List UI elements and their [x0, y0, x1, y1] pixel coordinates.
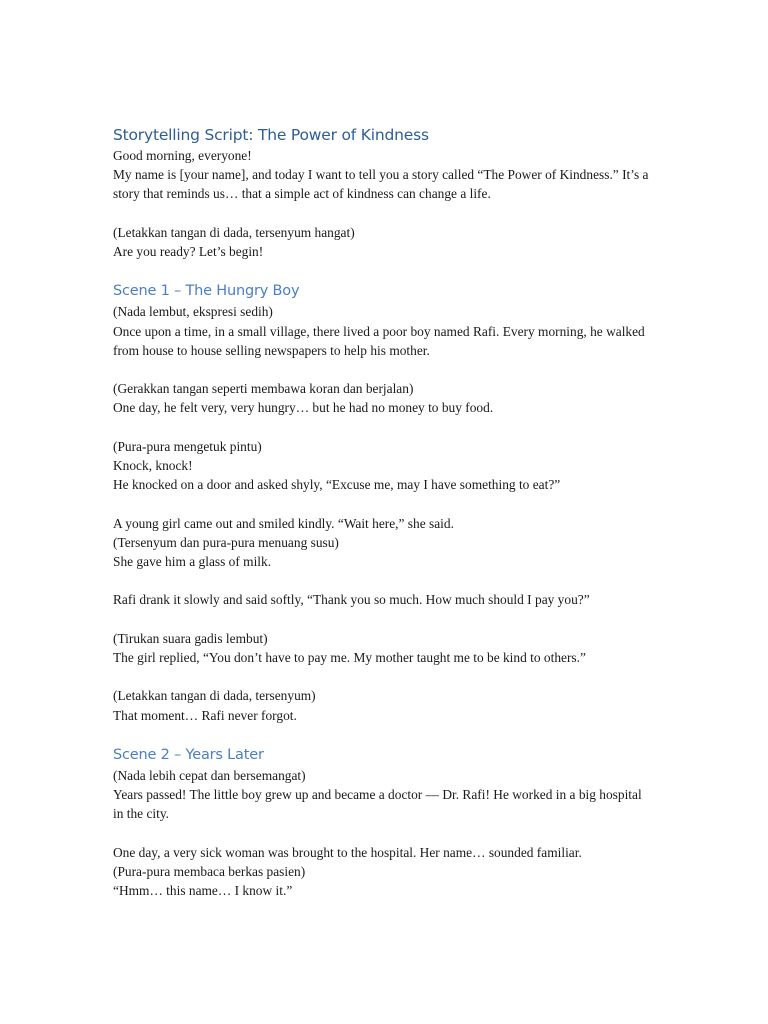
- story-line: Knock, knock!: [113, 457, 193, 473]
- stage-direction: (Tirukan suara gadis lembut): [113, 630, 268, 646]
- stage-direction: (Gerakkan tangan seperti membawa koran dan berjalan): [113, 381, 414, 397]
- story-paragraph: He knocked on a door and asked shyly, “Excuse me, may I have something to eat?”: [113, 477, 561, 493]
- scene-2-section: [113, 766, 653, 900]
- story-paragraph: The girl replied, “You don’t have to pay me. My mother taught me to be kind to others.”: [113, 649, 586, 665]
- spacer: [113, 418, 653, 437]
- spacer: [113, 725, 653, 744]
- spacer: [113, 571, 653, 590]
- stage-direction: (Tersenyum dan pura-pura menuang susu): [113, 534, 339, 550]
- spacer: [113, 261, 653, 280]
- stage-direction: (Nada lebih cepat dan bersemangat): [113, 767, 306, 783]
- stage-direction: (Nada lembut, ekspresi sedih): [113, 304, 273, 320]
- story-paragraph: Rafi drank it slowly and said softly, “Thank you so much. How much should I pay you?”: [113, 592, 590, 608]
- document-page: [113, 124, 653, 900]
- ready-line: Are you ready? Let’s begin!: [113, 244, 264, 259]
- story-paragraph: She gave him a glass of milk.: [113, 553, 272, 569]
- spacer: [113, 610, 653, 629]
- stage-direction: (Pura-pura mengetuk pintu): [113, 438, 262, 454]
- scene-1-heading: Scene 1 – The Hungry Boy: [113, 283, 300, 300]
- story-paragraph: That moment… Rafi never forgot.: [113, 707, 297, 723]
- story-paragraph: Years passed! The little boy grew up and became a doctor — Dr. Rafi! He worked in a big hospital in the city.: [113, 787, 642, 822]
- intro-section: [113, 146, 653, 261]
- story-paragraph: One day, a very sick woman was brought to the hospital. Her name… sounded familiar.: [113, 844, 582, 860]
- spacer: [113, 204, 653, 223]
- story-paragraph: A young girl came out and smiled kindly. “Wait here,” she said.: [113, 515, 454, 531]
- document-title: Storytelling Script: The Power of Kindness: [113, 126, 429, 144]
- story-paragraph: One day, he felt very, very hungry… but he had no money to buy food.: [113, 400, 494, 416]
- intro-paragraph: My name is [your name], and today I want to tell you a story called “The Power of Kindness.” It’s a story that reminds us… that a simple act of kindness can change a life.: [113, 167, 649, 202]
- spacer: [113, 824, 653, 843]
- greeting-line: Good morning, everyone!: [113, 148, 252, 163]
- scene-2-heading: Scene 2 – Years Later: [113, 746, 264, 763]
- spacer: [113, 494, 653, 513]
- stage-direction: (Pura-pura membaca berkas pasien): [113, 863, 306, 879]
- story-line: “Hmm… this name… I know it.”: [113, 883, 293, 899]
- story-paragraph: Once upon a time, in a small village, there lived a poor boy named Rafi. Every morning, he walked from house to house selling newspapers to help his mother.: [113, 323, 645, 358]
- spacer: [113, 667, 653, 686]
- stage-direction: (Letakkan tangan di dada, tersenyum): [113, 688, 316, 704]
- spacer: [113, 360, 653, 379]
- stage-direction: (Letakkan tangan di dada, tersenyum hangat): [113, 224, 355, 240]
- scene-1-section: [113, 302, 653, 724]
